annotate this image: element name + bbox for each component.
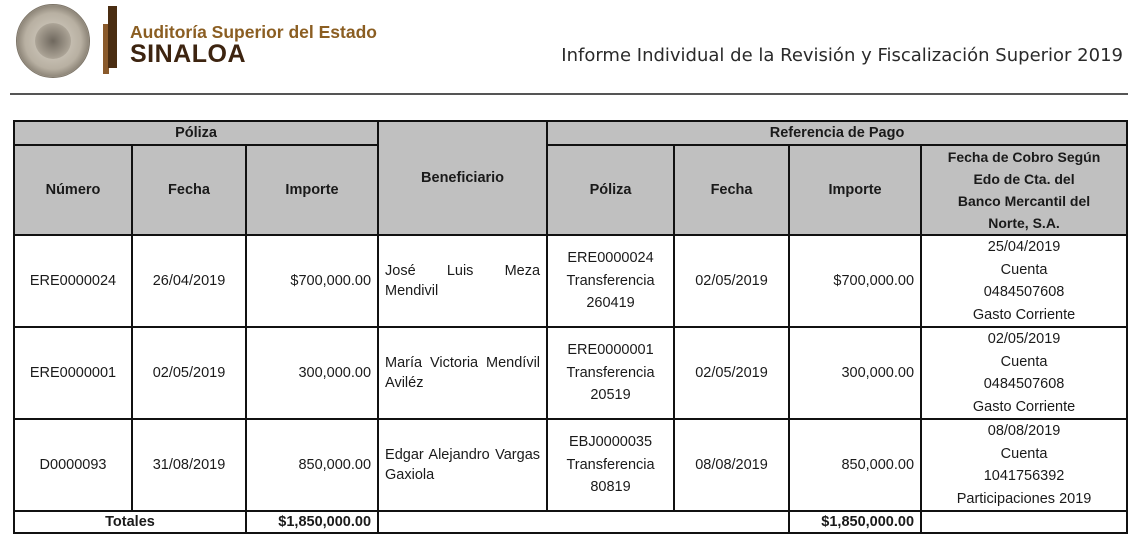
cell-ref-poliza	[547, 327, 674, 419]
header-line: Edo de Cta. del	[973, 171, 1075, 187]
column-header-ref-poliza: Póliza	[547, 145, 674, 235]
cell-numero: ERE0000024	[14, 235, 132, 327]
cobro-label: Cuenta	[1000, 353, 1048, 370]
logo-bar-dark	[108, 6, 117, 68]
totals-empty-last	[921, 511, 1127, 533]
cell-ref-fecha: 08/08/2019	[674, 419, 789, 511]
cell-numero: D0000093	[14, 419, 132, 511]
column-header-row	[14, 145, 1127, 235]
ref-poliza-number: 260419	[586, 295, 635, 312]
column-header-fecha: Fecha	[132, 145, 246, 235]
totals-ref-importe: $1,850,000.00	[789, 511, 921, 533]
cell-ref-fecha: 02/05/2019	[674, 327, 789, 419]
header-line: Fecha de Cobro Según	[947, 149, 1101, 165]
org-state: SINALOA	[130, 40, 246, 68]
cell-ref-importe: 850,000.00	[789, 419, 921, 511]
cobro-account: 0484507608	[983, 284, 1065, 300]
cell-fecha: 31/08/2019	[132, 419, 246, 511]
cell-fecha-cobro	[921, 327, 1127, 419]
cobro-label: Cuenta	[1000, 261, 1048, 278]
totals-empty	[378, 511, 789, 533]
ref-poliza-number: 80819	[590, 479, 631, 496]
org-name: Auditoría Superior del Estado	[130, 22, 377, 42]
ref-poliza-id: EBJ0000035	[569, 434, 653, 451]
cobro-date: 25/04/2019	[987, 239, 1061, 255]
cell-fecha-cobro	[921, 235, 1127, 327]
state-seal-icon	[16, 4, 90, 78]
cell-ref-importe: 300,000.00	[789, 327, 921, 419]
cell-importe: 300,000.00	[246, 327, 378, 419]
header-line: Banco Mercantil del	[957, 193, 1091, 209]
cell-fecha-cobro	[921, 419, 1127, 511]
cobro-account: 1041756392	[983, 468, 1065, 484]
header-divider	[10, 93, 1128, 95]
cell-ref-importe: $700,000.00	[789, 235, 921, 327]
column-header-importe: Importe	[246, 145, 378, 235]
cobro-concept: Gasto Corriente	[972, 398, 1076, 415]
cell-ref-poliza	[547, 235, 674, 327]
table-row	[14, 327, 1127, 419]
seal-emblem	[35, 23, 71, 59]
ref-poliza-number: 20519	[590, 387, 631, 404]
report-title: Informe Individual de la Revisión y Fiscalización Superior 2019	[561, 45, 1123, 66]
totals-importe: $1,850,000.00	[246, 511, 378, 533]
header-line: Norte, S.A.	[988, 215, 1060, 231]
column-header-fecha-cobro	[921, 145, 1127, 235]
cell-ref-fecha: 02/05/2019	[674, 235, 789, 327]
column-header-beneficiario: Beneficiario	[378, 121, 547, 235]
table-row	[14, 419, 1127, 511]
cobro-label: Cuenta	[1000, 445, 1048, 462]
ref-poliza-id: ERE0000024	[567, 250, 654, 267]
cobro-date: 08/08/2019	[987, 423, 1061, 439]
cell-numero: ERE0000001	[14, 327, 132, 419]
column-header-ref-importe: Importe	[789, 145, 921, 235]
cell-fecha: 02/05/2019	[132, 327, 246, 419]
cell-beneficiario: José Luis Meza Mendivil	[378, 235, 547, 327]
column-header-numero: Número	[14, 145, 132, 235]
group-header-row	[14, 121, 1127, 145]
cell-ref-poliza	[547, 419, 674, 511]
cell-beneficiario: Edgar Alejandro Vargas Gaxiola	[378, 419, 547, 511]
ref-poliza-type: Transferencia	[566, 272, 655, 289]
totals-row	[14, 511, 1127, 533]
cell-importe: 850,000.00	[246, 419, 378, 511]
ref-poliza-type: Transferencia	[566, 364, 655, 381]
cobro-concept: Gasto Corriente	[972, 306, 1076, 323]
group-header-poliza: Póliza	[14, 121, 378, 145]
cell-importe: $700,000.00	[246, 235, 378, 327]
cell-beneficiario: María Victoria Mendívil Aviléz	[378, 327, 547, 419]
cell-fecha: 26/04/2019	[132, 235, 246, 327]
ref-poliza-type: Transferencia	[566, 456, 655, 473]
cobro-date: 02/05/2019	[987, 331, 1061, 347]
column-header-ref-fecha: Fecha	[674, 145, 789, 235]
payments-table	[13, 120, 1128, 534]
cobro-concept: Participaciones 2019	[956, 490, 1092, 507]
ref-poliza-id: ERE0000001	[567, 342, 654, 359]
totals-label: Totales	[14, 511, 246, 533]
cobro-account: 0484507608	[983, 376, 1065, 392]
table-row	[14, 235, 1127, 327]
group-header-referencia: Referencia de Pago	[547, 121, 1127, 145]
